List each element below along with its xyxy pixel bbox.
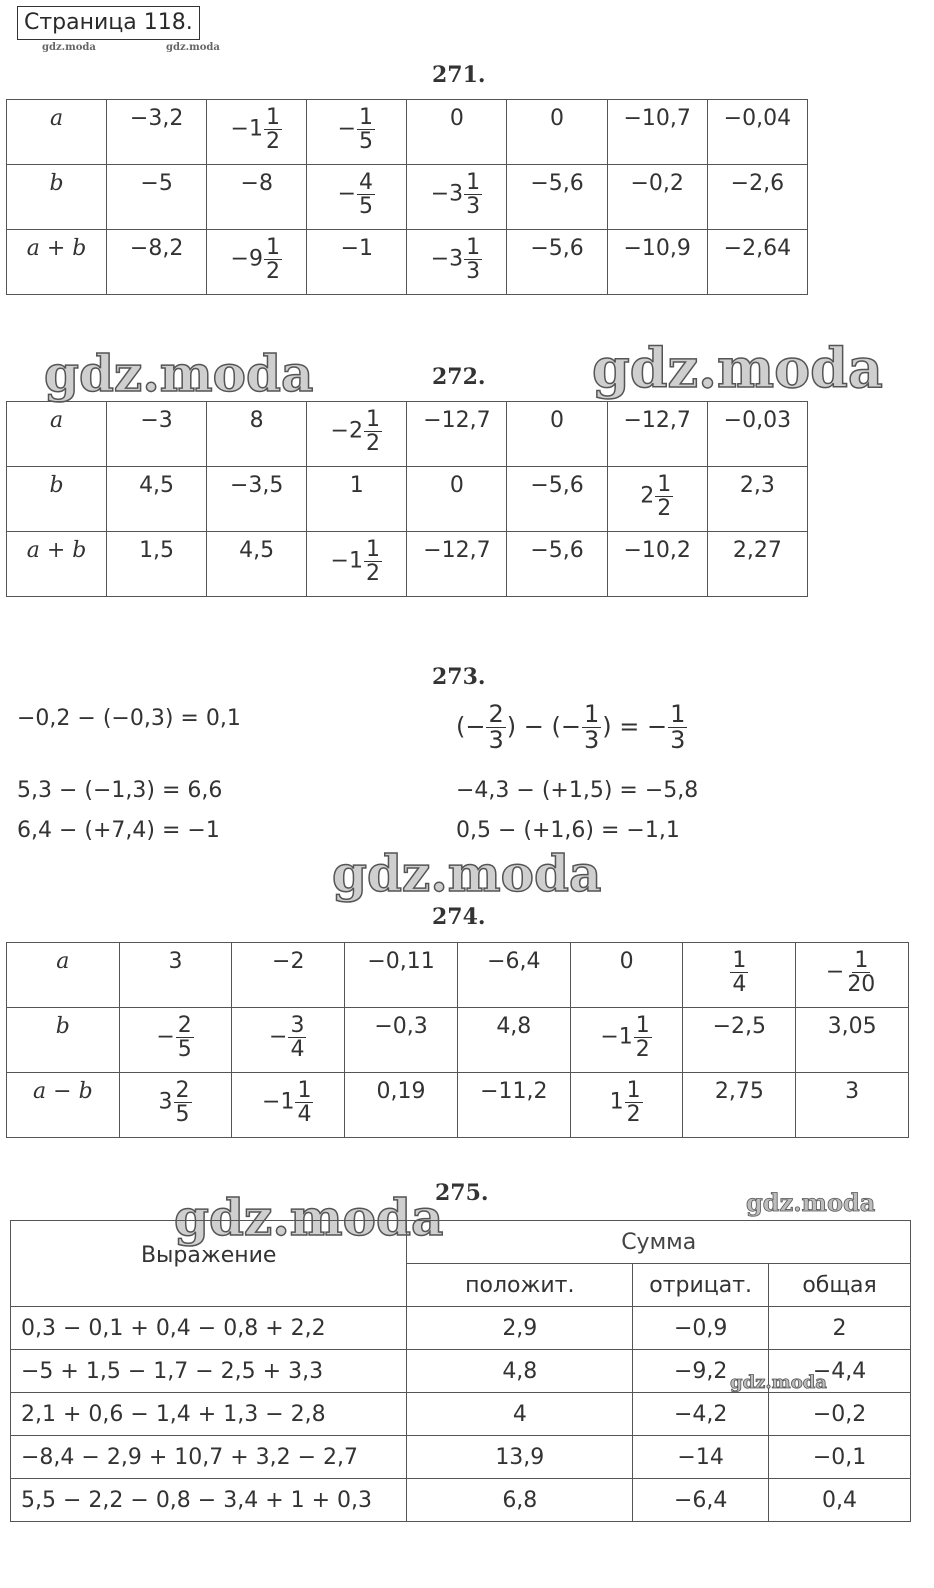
denominator: 3	[488, 726, 504, 755]
table-cell	[119, 1008, 232, 1073]
numerator: 1	[265, 235, 280, 260]
task-275-number: 275.	[435, 1180, 489, 1206]
text: (−	[456, 712, 486, 741]
row-label: a	[7, 402, 107, 467]
table-row	[11, 1479, 911, 1522]
table-cell: 4,5	[107, 467, 207, 532]
fraction	[174, 1079, 192, 1126]
denominator: 5	[359, 129, 374, 155]
fraction	[264, 236, 282, 283]
table-cell	[119, 1073, 232, 1138]
watermark-large: gdz.moda	[592, 336, 883, 400]
table-cell: −8,2	[107, 230, 207, 295]
table-row	[11, 1436, 911, 1479]
fraction	[668, 702, 687, 753]
denominator: 2	[265, 129, 280, 155]
table-cell	[307, 532, 407, 597]
total-cell: −4,4	[769, 1350, 911, 1393]
table-cell	[307, 100, 407, 165]
fraction	[357, 171, 375, 218]
column-header-negative: отрицат.	[633, 1264, 769, 1307]
fraction	[625, 1079, 643, 1126]
denominator: 3	[583, 726, 600, 755]
table-cell: −5	[107, 165, 207, 230]
table-cell: −0,11	[345, 943, 458, 1008]
table-cell	[607, 467, 707, 532]
negative-cell: −6,4	[633, 1479, 769, 1522]
positive-cell: 4	[407, 1393, 633, 1436]
negative-cell: −0,9	[633, 1307, 769, 1350]
fraction	[634, 1014, 652, 1061]
table-cell	[796, 943, 909, 1008]
expression-cell: −5 + 1,5 − 1,7 − 2,5 + 3,3	[11, 1350, 407, 1393]
numerator: 1	[359, 105, 374, 130]
table-cell: 1	[307, 467, 407, 532]
fraction	[288, 1014, 306, 1061]
column-header-total: общая	[769, 1264, 911, 1307]
positive-cell: 13,9	[407, 1436, 633, 1479]
table-cell: −12,7	[607, 402, 707, 467]
watermark-medium: gdz.moda	[730, 1372, 827, 1393]
whole-part: −	[825, 959, 845, 985]
table-cell: −3,5	[207, 467, 307, 532]
table-cell: 0	[407, 467, 507, 532]
table-row	[7, 165, 808, 230]
expression-cell: 0,3 − 0,1 + 0,4 − 0,8 + 2,2	[11, 1307, 407, 1350]
whole-part: 3	[158, 1089, 173, 1115]
task-273-number: 273.	[432, 664, 486, 690]
table-cell: 2,75	[683, 1073, 796, 1138]
total-cell: −0,1	[769, 1436, 911, 1479]
table-row	[7, 100, 808, 165]
denominator: 3	[670, 726, 686, 755]
fraction-equation	[456, 702, 688, 753]
table-cell	[307, 402, 407, 467]
whole-part: −	[337, 181, 357, 207]
table-cell: −3	[107, 402, 207, 467]
numerator: 2	[177, 1013, 192, 1038]
task-274-number: 274.	[432, 904, 486, 930]
table-cell: −1	[307, 230, 407, 295]
table-cell: 3	[119, 943, 232, 1008]
watermark-medium: gdz.moda	[746, 1188, 876, 1217]
denominator: 5	[177, 1037, 192, 1063]
denominator: 3	[466, 259, 481, 285]
fraction	[295, 1079, 313, 1126]
column-header-expression: Выражение	[11, 1221, 407, 1307]
whole-part: −	[337, 116, 357, 142]
total-cell: −0,2	[769, 1393, 911, 1436]
table-cell: 4,8	[457, 1008, 570, 1073]
numerator: 1	[670, 700, 686, 728]
numerator: 1	[583, 700, 600, 728]
table-cell	[407, 165, 507, 230]
numerator: 4	[359, 170, 374, 195]
table-cell	[307, 165, 407, 230]
table-cell	[407, 230, 507, 295]
table-cell: 3	[796, 1073, 909, 1138]
positive-cell: 6,8	[407, 1479, 633, 1522]
table-cell: −5,6	[507, 467, 607, 532]
table-cell: −5,6	[507, 532, 607, 597]
negative-cell: −14	[633, 1436, 769, 1479]
whole-part: −1	[262, 1089, 295, 1115]
page-label: Страница 118.	[17, 6, 200, 40]
denominator: 2	[365, 561, 380, 587]
column-header-positive: положит.	[407, 1264, 633, 1307]
table-row	[7, 1073, 909, 1138]
task-274-table	[6, 942, 909, 1138]
task-271-table	[6, 99, 808, 295]
table-cell: 2,3	[707, 467, 807, 532]
numerator: 1	[854, 948, 869, 973]
table-cell: −8	[207, 165, 307, 230]
table-cell: 0	[407, 100, 507, 165]
table-cell: 0	[570, 943, 683, 1008]
fraction	[582, 702, 601, 753]
watermark-small: gdz.moda	[42, 42, 96, 53]
row-label: b	[7, 467, 107, 532]
positive-cell: 2,9	[407, 1307, 633, 1350]
denominator: 20	[847, 972, 876, 998]
denominator: 5	[175, 1102, 190, 1128]
fraction	[730, 949, 748, 996]
numerator: 3	[290, 1013, 305, 1038]
whole-part: −1	[600, 1024, 633, 1050]
denominator: 2	[635, 1037, 650, 1063]
fraction	[655, 473, 673, 520]
denominator: 2	[365, 431, 380, 457]
numerator: 2	[488, 700, 504, 728]
denominator: 4	[297, 1102, 312, 1128]
table-cell	[232, 1008, 345, 1073]
task-271-number: 271.	[432, 62, 486, 88]
positive-cell: 4,8	[407, 1350, 633, 1393]
table-cell: −12,7	[407, 532, 507, 597]
negative-cell: −9,2	[633, 1350, 769, 1393]
text: ) − (−	[506, 712, 581, 741]
numerator: 1	[365, 537, 380, 562]
table-cell: 0	[507, 402, 607, 467]
column-header-sum: Сумма	[407, 1221, 911, 1264]
total-cell: 0,4	[769, 1479, 911, 1522]
table-cell	[683, 943, 796, 1008]
table-cell	[207, 100, 307, 165]
fraction	[264, 106, 282, 153]
table-cell: −12,7	[407, 402, 507, 467]
table-row	[7, 402, 808, 467]
task-272-table	[6, 401, 808, 597]
fraction	[357, 106, 375, 153]
table-cell: −6,4	[457, 943, 570, 1008]
table-cell: −3,2	[107, 100, 207, 165]
equation: 0,5 − (+1,6) = −1,1	[456, 818, 680, 843]
table-row	[7, 943, 909, 1008]
table-row	[7, 1008, 909, 1073]
table-cell: −11,2	[457, 1073, 570, 1138]
table-cell: 0	[507, 100, 607, 165]
watermark-large: gdz.moda	[174, 1188, 444, 1247]
equation: 6,4 − (+7,4) = −1	[17, 818, 220, 843]
numerator: 1	[466, 170, 481, 195]
numerator: 2	[175, 1078, 190, 1103]
table-row	[7, 230, 808, 295]
watermark-large: gdz.moda	[44, 344, 314, 403]
total-cell: 2	[769, 1307, 911, 1350]
table-cell: 0,19	[345, 1073, 458, 1138]
table-cell: −2,64	[707, 230, 807, 295]
table-cell: −10,9	[607, 230, 707, 295]
row-label: a	[7, 943, 120, 1008]
denominator: 4	[732, 972, 747, 998]
table-row	[7, 532, 808, 597]
numerator: 1	[657, 472, 672, 497]
table-cell: −0,04	[707, 100, 807, 165]
table-cell	[570, 1073, 683, 1138]
whole-part: −3	[430, 181, 464, 207]
table-row	[7, 467, 808, 532]
whole-part: −3	[430, 246, 464, 272]
table-cell: 3,05	[796, 1008, 909, 1073]
numerator: 1	[297, 1078, 312, 1103]
denominator: 2	[265, 259, 280, 285]
table-cell: 2,27	[707, 532, 807, 597]
row-label: a	[7, 100, 107, 165]
table-cell: −5,6	[507, 230, 607, 295]
whole-part: −1	[230, 116, 263, 142]
table-cell: 8	[207, 402, 307, 467]
table-cell	[207, 230, 307, 295]
table-cell: −10,2	[607, 532, 707, 597]
fraction	[364, 408, 382, 455]
watermark-large: gdz.moda	[332, 844, 602, 903]
whole-part: −9	[230, 246, 263, 272]
numerator: 1	[635, 1013, 650, 1038]
whole-part: 2	[640, 483, 655, 509]
numerator: 1	[466, 235, 481, 260]
whole-part: −1	[330, 548, 363, 574]
table-cell: 1,5	[107, 532, 207, 597]
row-label: a + b	[7, 230, 107, 295]
numerator: 1	[365, 407, 380, 432]
table-cell: −2,6	[707, 165, 807, 230]
table-cell: −0,03	[707, 402, 807, 467]
table-cell: −0,3	[345, 1008, 458, 1073]
watermark-small: gdz.moda	[166, 42, 220, 53]
denominator: 5	[359, 194, 374, 220]
table-cell	[570, 1008, 683, 1073]
table-cell: −2	[232, 943, 345, 1008]
table-cell: −2,5	[683, 1008, 796, 1073]
whole-part: −	[269, 1024, 288, 1050]
negative-cell: −4,2	[633, 1393, 769, 1436]
table-cell: −10,7	[607, 100, 707, 165]
table-cell: 4,5	[207, 532, 307, 597]
table-cell: −5,6	[507, 165, 607, 230]
task-275-table	[10, 1220, 911, 1522]
numerator: 1	[732, 948, 747, 973]
fraction	[464, 171, 482, 218]
equation: −0,2 − (−0,3) = 0,1	[17, 706, 241, 731]
whole-part: −2	[330, 418, 363, 444]
table-row	[11, 1307, 911, 1350]
fraction	[176, 1014, 194, 1061]
denominator: 2	[626, 1102, 641, 1128]
fraction	[486, 702, 505, 753]
fraction	[464, 236, 482, 283]
fraction	[364, 538, 382, 585]
expression-cell: 5,5 − 2,2 − 0,8 − 3,4 + 1 + 0,3	[11, 1479, 407, 1522]
whole-part: −	[156, 1024, 175, 1050]
numerator: 1	[265, 105, 280, 130]
row-label: b	[7, 1008, 120, 1073]
text: ) = −	[602, 712, 668, 741]
fraction	[845, 949, 877, 996]
expression-cell: 2,1 + 0,6 − 1,4 + 1,3 − 2,8	[11, 1393, 407, 1436]
task-272-number: 272.	[432, 364, 486, 390]
row-label: b	[7, 165, 107, 230]
denominator: 3	[466, 194, 481, 220]
equation: 5,3 − (−1,3) = 6,6	[17, 778, 223, 803]
table-cell: −0,2	[607, 165, 707, 230]
whole-part: 1	[609, 1089, 624, 1115]
denominator: 2	[657, 496, 672, 522]
table-row	[11, 1393, 911, 1436]
denominator: 4	[290, 1037, 305, 1063]
numerator: 1	[626, 1078, 641, 1103]
expression-cell: −8,4 − 2,9 + 10,7 + 3,2 − 2,7	[11, 1436, 407, 1479]
equation: −4,3 − (+1,5) = −5,8	[456, 778, 699, 803]
table-cell	[232, 1073, 345, 1138]
row-label: a + b	[7, 532, 107, 597]
row-label: a − b	[7, 1073, 120, 1138]
